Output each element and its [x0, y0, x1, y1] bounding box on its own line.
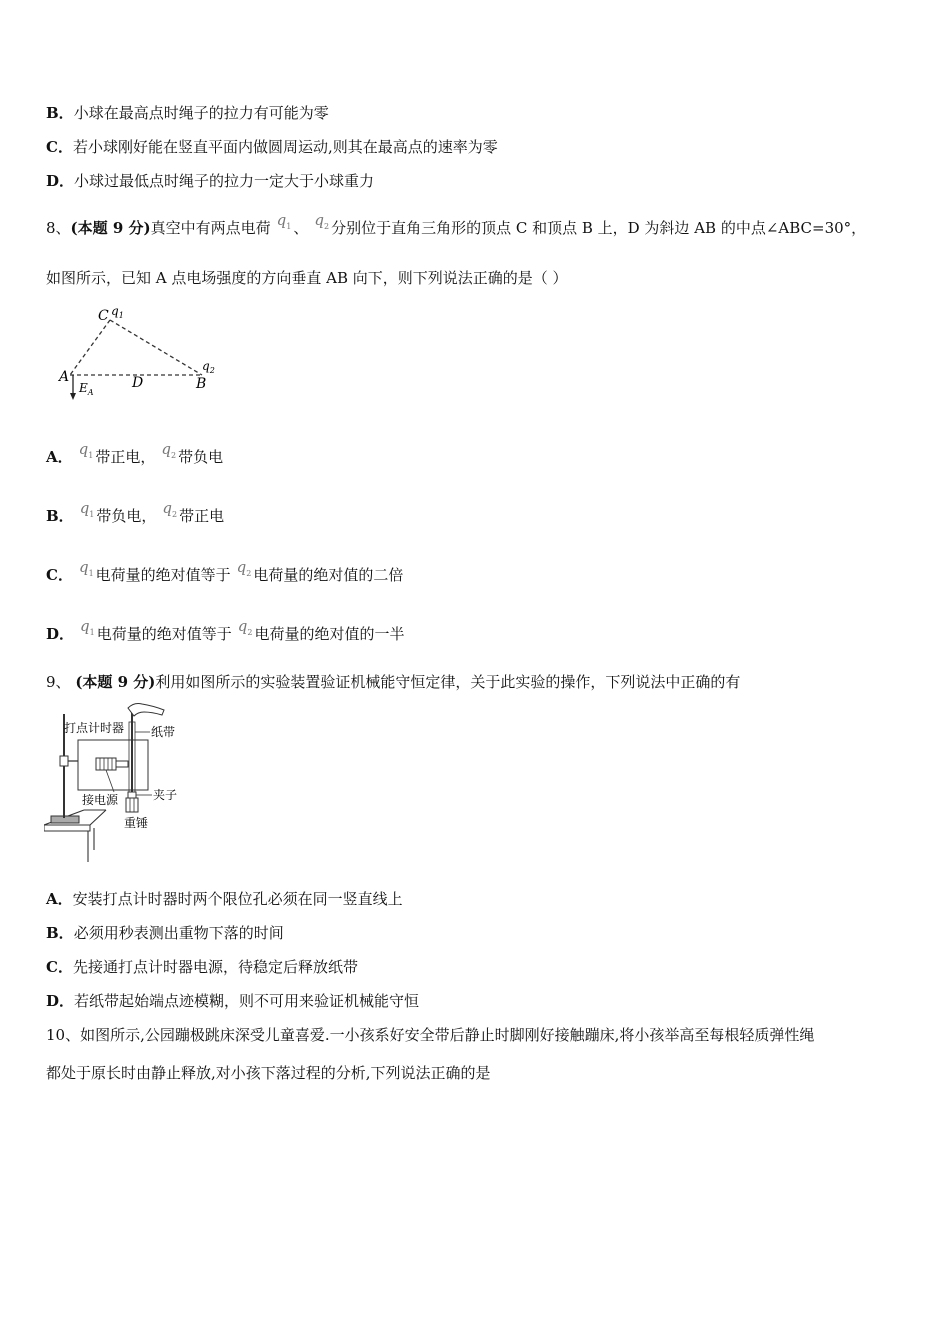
- q10-stem-line1: [46, 1025, 814, 1045]
- stem-text: 10、如图所示,公园蹦极跳床深受儿童喜爱.一小孩系好安全带后静止时脚刚好接触蹦床,将小孩举高至每根轻质弹性绳: [46, 1026, 815, 1044]
- option-letter: D．: [46, 625, 75, 643]
- label-q2: $q_2$: [202, 359, 215, 375]
- option-letter: B．: [46, 507, 74, 525]
- stem-text: 真空中有两点电荷: [150, 219, 271, 237]
- q8-stem-line1: [46, 211, 867, 245]
- option-letter: C．: [46, 566, 73, 584]
- q9-apparatus-figure: [44, 700, 194, 868]
- option-text: 先接通打点计时器电源，待稳定后释放纸带: [72, 958, 358, 976]
- option-text: 电荷量的绝对值的二倍: [253, 566, 404, 584]
- symbol-q1: $q_1$: [78, 558, 94, 578]
- timer-guide: [116, 761, 128, 767]
- label-c: C: [98, 308, 109, 324]
- option-text: 带正电: [179, 507, 225, 525]
- label-timer: 打点计时器: [64, 721, 125, 735]
- symbol-q2: $q_2$: [237, 617, 253, 637]
- option-letter: C．: [46, 958, 73, 976]
- option-text: 带负电，: [96, 507, 157, 525]
- q8-option-c: [46, 558, 404, 592]
- q7-option-c: [46, 137, 498, 157]
- q7-option-d: [46, 171, 374, 191]
- option-letter: B．: [46, 924, 74, 942]
- option-letter: A．: [46, 448, 73, 466]
- edge-ca: [70, 320, 110, 375]
- option-text: 若小球刚好能在竖直平面内做圆周运动,则其在最高点的速率为零: [72, 138, 498, 156]
- timer-body: [96, 758, 116, 770]
- question-score: (本题 9 分): [75, 673, 156, 691]
- q9-option-c: [46, 957, 358, 977]
- stem-sep: 、: [293, 219, 309, 237]
- q8-option-a: [46, 440, 224, 474]
- q10-stem-line2: [46, 1063, 491, 1083]
- option-text: 带正电，: [95, 448, 156, 466]
- symbol-q2: $q_2$: [161, 440, 177, 460]
- option-text: 小球在最高点时绳子的拉力有可能为零: [73, 104, 329, 122]
- stand-clamp: [60, 756, 68, 766]
- weight-shape: [126, 798, 138, 812]
- label-power: 接电源: [82, 793, 119, 807]
- q9-option-a: [46, 889, 403, 909]
- option-text: 带负电: [178, 448, 224, 466]
- option-text: 电荷量的绝对值等于: [95, 566, 231, 584]
- option-text: 安装打点计时器时两个限位孔必须在同一竖直线上: [72, 890, 403, 908]
- q8-option-b: [46, 499, 225, 533]
- option-letter: A．: [46, 890, 73, 908]
- stem-text: 分别位于直角三角形的顶点 C 和顶点 B 上，D 为斜边 AB 的中点∠ABC=30°，: [331, 219, 867, 237]
- symbol-q1: $q_1$: [79, 499, 95, 519]
- option-letter: C．: [46, 138, 73, 156]
- symbol-q1: $q_1$: [276, 211, 292, 231]
- q7-option-b: [46, 103, 329, 123]
- label-q1: $q_1$: [111, 304, 124, 320]
- stem-text: 都处于原长时由静止释放,对小孩下落过程的分析,下列说法正确的是: [46, 1064, 491, 1082]
- table-right: [90, 810, 106, 825]
- q8-triangle-figure: [46, 300, 226, 408]
- symbol-q2: $q_2$: [236, 558, 252, 578]
- q9-option-b: [46, 923, 284, 943]
- clip-shape: [128, 792, 136, 798]
- table-slab: [44, 825, 90, 831]
- option-letter: B．: [46, 104, 74, 122]
- option-letter: D．: [46, 172, 75, 190]
- q8-stem-line2: [46, 268, 568, 288]
- option-text: 必须用秒表测出重物下落的时间: [73, 924, 284, 942]
- label-tape: 纸带: [151, 725, 176, 739]
- label-ea: $E_A$: [79, 381, 94, 397]
- hand-shape: [128, 704, 164, 717]
- label-clip: 夹子: [153, 788, 178, 802]
- field-arrowhead: [70, 393, 76, 400]
- question-number: 9、: [46, 673, 71, 691]
- symbol-q1: $q_1$: [78, 440, 94, 460]
- label-weight: 重锤: [124, 816, 149, 830]
- option-text: 小球过最低点时绳子的拉力一定大于小球重力: [74, 172, 375, 190]
- label-b: B: [196, 376, 207, 392]
- symbol-q2: $q_2$: [162, 499, 178, 519]
- symbol-q1: $q_1$: [80, 617, 95, 637]
- stem-text: 如图所示，已知 A 点电场强度的方向垂直 AB 向下，则下列说法正确的是（ ）: [46, 269, 568, 287]
- stem-text: 利用如图所示的实验装置验证机械能守恒定律，关于此实验的操作，下列说法中正确的有: [155, 673, 741, 691]
- q9-option-d: [46, 991, 419, 1011]
- q9-stem: [46, 672, 740, 692]
- question-score: (本题 9 分): [70, 219, 151, 237]
- edge-cb: [110, 320, 202, 375]
- option-text: 若纸带起始端点迹模糊，则不可用来验证机械能守恒: [74, 992, 420, 1010]
- label-a: A: [59, 369, 70, 385]
- question-number: 8、: [46, 219, 71, 237]
- symbol-q2: $q_2$: [314, 211, 330, 231]
- option-text: 电荷量的绝对值等于: [96, 625, 232, 643]
- option-text: 电荷量的绝对值的一半: [254, 625, 405, 643]
- option-letter: D．: [46, 992, 75, 1010]
- q8-option-d: [46, 617, 405, 651]
- label-d: D: [132, 375, 144, 391]
